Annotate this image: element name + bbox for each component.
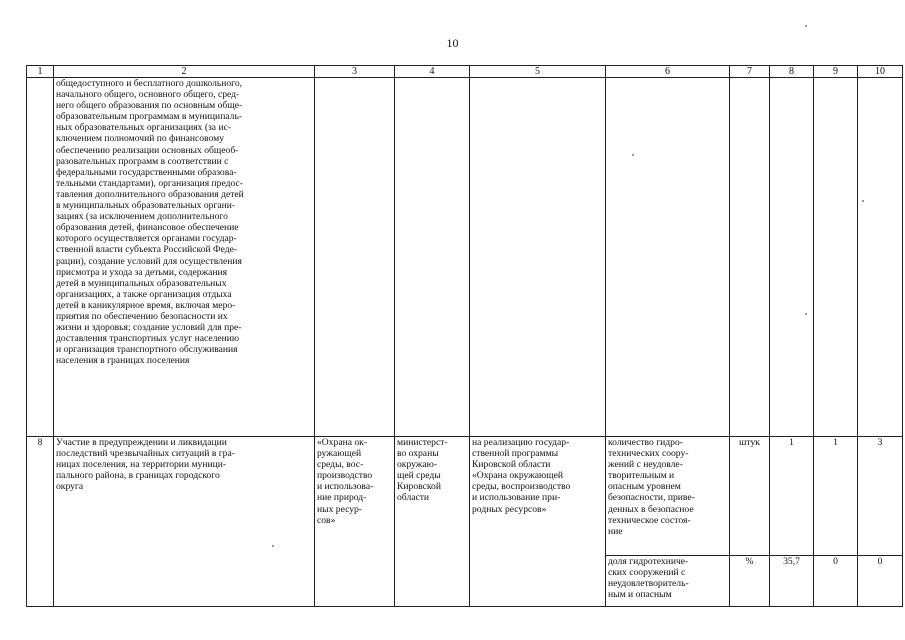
- cell-empty: [606, 78, 730, 437]
- cell-indicator-value: 1: [770, 437, 814, 556]
- cell-authority-description: Участие в предупреждении и ликвидации последствий чрезвычайных ситуаций в гра- ницах поселения, на территории муници- пального района, в границах городского округа: [54, 437, 315, 607]
- cell-continuation-text: общедоступного и бесплатного дошкольного, начального общего, основного общего, сред- него общего образования по основным обще- образовательным программам в муниципаль- ных образовательных организациях (за ис- ключением полномочий по финансовому обеспечению реализации основных общеоб- разовательных программ в соответствии с федеральными государственными образова- тельными стандартами), организация предос- тавления дополнительного образования детей в муниципальных образовательных органи- зациях (за исключением дополнительного образования детей, финансовое обеспечение которого осуществляется органами государ- ственной власти субъекта Российской Феде- рации), создание условий для осуществления присмотра и ухода за детьми, содержания детей в муниципальных образовательных организациях, а также организация отдыха детей в каникулярное время, включая меро- приятия по обеспечению безопасности их жизни и здоровья; создание условий для пре- доставления транспортных услуг населению и организация транспортного обслуживания населения в границах поселения: [54, 78, 315, 437]
- scan-speck: [272, 545, 274, 547]
- column-header-2: 2: [54, 66, 315, 78]
- table-header-row: [27, 66, 903, 78]
- table-row-continuation: [27, 78, 903, 437]
- data-table: [26, 65, 903, 607]
- cell-indicator-value: 0: [814, 556, 858, 607]
- cell-empty: [395, 78, 470, 437]
- cell-row-number: 8: [27, 437, 54, 607]
- table-row-8: [27, 437, 903, 556]
- cell-indicator-name: доля гидротехниче- ских сооружений с неудовлетворитель- ным и опасным: [606, 556, 730, 607]
- column-header-5: 5: [470, 66, 606, 78]
- cell-indicator-unit: штук: [730, 437, 770, 556]
- page-number: 10: [446, 36, 459, 50]
- cell-subsidy-purpose: на реализацию государ- ственной программы Кировской области «Охрана окружающей среды, воспроизводство и использование при- родных ресурсов»: [470, 437, 606, 607]
- cell-indicator-name: количество гидро- технических соору- жений с неудовле- творительным и опасным уровнем безопасности, приве- денных в безопасное техническое состоя- ние: [606, 437, 730, 556]
- cell-responsible-body: министерст- во охраны окружаю- щей среды Кировской области: [395, 437, 470, 607]
- column-header-6: 6: [606, 66, 730, 78]
- cell-empty: [730, 78, 770, 437]
- cell-empty: [27, 78, 54, 437]
- column-header-9: 9: [814, 66, 858, 78]
- cell-empty: [814, 78, 858, 437]
- cell-indicator-value: 1: [814, 437, 858, 556]
- cell-empty: [858, 78, 903, 437]
- cell-indicator-value: 35,7: [770, 556, 814, 607]
- column-header-1: 1: [27, 66, 54, 78]
- cell-program-name: «Охрана ок- ружающей среды, вос- производство и использова- ние природ- ных ресур- сов»: [315, 437, 395, 607]
- column-header-8: 8: [770, 66, 814, 78]
- column-header-7: 7: [730, 66, 770, 78]
- scan-speck: [632, 154, 634, 156]
- column-header-3: 3: [315, 66, 395, 78]
- cell-indicator-value: 0: [858, 556, 903, 607]
- scan-speck: [862, 200, 864, 202]
- cell-empty: [770, 78, 814, 437]
- cell-empty: [315, 78, 395, 437]
- column-header-4: 4: [395, 66, 470, 78]
- cell-indicator-unit: %: [730, 556, 770, 607]
- scan-speck: [805, 313, 807, 315]
- cell-empty: [470, 78, 606, 437]
- scan-speck: [805, 25, 807, 27]
- column-header-10: 10: [858, 66, 903, 78]
- cell-indicator-value: 3: [858, 437, 903, 556]
